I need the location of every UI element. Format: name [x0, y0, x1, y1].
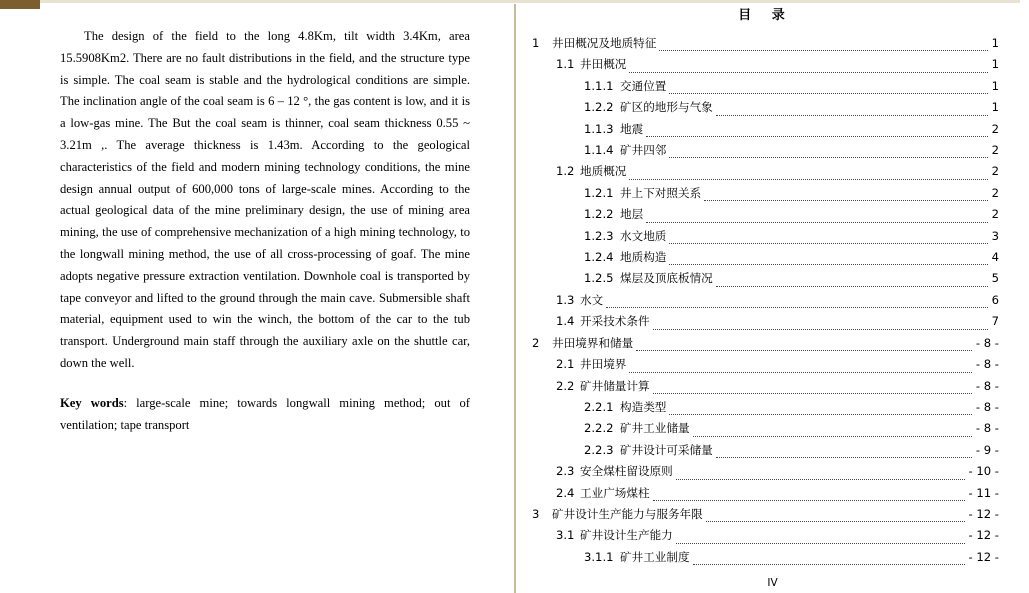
- toc-entry-label: 煤层及顶底板情况: [620, 271, 713, 286]
- toc-entry[interactable]: [532, 290, 999, 311]
- toc-entry-number: 1.2.2: [584, 100, 614, 115]
- toc-entry-number: 1.2.2: [584, 207, 614, 222]
- toc-leader-dots: [716, 456, 972, 458]
- toc-entry-label: 矿井设计可采储量: [620, 442, 713, 457]
- toc-title: 目 录: [738, 8, 793, 23]
- toc-entry[interactable]: [532, 376, 999, 397]
- toc-entry-page: - 10 -: [968, 464, 999, 479]
- toc-leader-dots: [716, 285, 988, 287]
- toc-entry-page: 7: [991, 314, 999, 329]
- toc-entry-label: 地震: [620, 121, 644, 136]
- toc-entry[interactable]: [532, 97, 999, 118]
- toc-entry-number: 1.1.4: [584, 143, 614, 158]
- keywords-text: : large-scale mine; towards longwall mining method; out of ventilation; tape transport: [60, 395, 470, 432]
- toc-entry-number: 2: [532, 335, 540, 350]
- toc-entry-number: 1.1: [556, 57, 575, 72]
- toc-entry-page: - 8 -: [975, 335, 999, 350]
- toc-entry-label: 安全煤柱留设原则: [580, 464, 673, 479]
- toc-entry-page: 6: [991, 292, 999, 307]
- toc-entry-page: 1: [991, 57, 999, 72]
- toc-leader-dots: [676, 542, 965, 544]
- toc-entry[interactable]: [532, 54, 999, 75]
- toc-entry-number: 2.2: [556, 378, 575, 393]
- toc-entry-page: 3: [991, 228, 999, 243]
- toc-leader-dots: [693, 563, 965, 565]
- toc-entry-number: 2.2.3: [584, 442, 614, 457]
- toc-entry-page: 1: [991, 100, 999, 115]
- toc-entry[interactable]: [532, 440, 999, 461]
- toc-entry-label: 矿井工业储量: [620, 421, 690, 436]
- toc-entry-page: - 12 -: [968, 528, 999, 543]
- toc-entry-number: 2.2.2: [584, 421, 614, 436]
- toc-entry-label: 矿井工业制度: [620, 549, 690, 564]
- toc-entry-label: 地层: [620, 207, 644, 222]
- toc-entry-number: 1.1.3: [584, 121, 614, 136]
- toc-entry[interactable]: [532, 525, 999, 546]
- toc-entry-page: - 8 -: [975, 421, 999, 436]
- toc-entry-label: 井田概况及地质特征: [552, 36, 657, 50]
- toc-entry-number: 3.1.1: [584, 549, 614, 564]
- toc-entry-number: 1.2.3: [584, 228, 614, 243]
- toc-entry[interactable]: [532, 247, 999, 268]
- toc-entry-label: 矿井设计生产能力与服务年限: [552, 506, 703, 521]
- toc-entry-number: 2.3: [556, 464, 575, 479]
- toc-entry-number: 1.2.5: [584, 271, 614, 286]
- toc-entry-label: 水文: [580, 292, 604, 307]
- toc-entry-number: 1.2: [556, 164, 575, 179]
- toc-entry-label: 井田境界: [580, 357, 627, 372]
- toc-entry[interactable]: [532, 204, 999, 225]
- toc-leader-dots: [716, 114, 988, 116]
- toc-entry[interactable]: [532, 183, 999, 204]
- toc-entry-number: 1: [532, 36, 540, 50]
- page-folio: IV: [767, 577, 778, 589]
- toc-entry-number: 1.3: [556, 292, 575, 307]
- toc-entry-page: - 12 -: [968, 549, 999, 564]
- toc-leader-dots: [646, 135, 987, 137]
- toc-entry-page: 1: [991, 36, 999, 50]
- toc-entry-number: 1.1.1: [584, 78, 614, 93]
- toc-leader-dots: [653, 499, 965, 501]
- toc-entry-number: 2.2.1: [584, 399, 614, 414]
- toc-entry-page: 2: [991, 121, 999, 136]
- toc-entry-label: 构造类型: [620, 399, 667, 414]
- toc-entry[interactable]: [532, 119, 999, 140]
- toc-entry[interactable]: [532, 33, 999, 54]
- toc-entry-page: 2: [991, 207, 999, 222]
- toc-leader-dots: [659, 49, 987, 51]
- toc-list: [532, 33, 999, 568]
- toc-entry-page: - 8 -: [975, 399, 999, 414]
- toc-entry-page: - 12 -: [968, 506, 999, 521]
- toc-entry[interactable]: [532, 397, 999, 418]
- toc-entry-label: 工业广场煤柱: [580, 485, 650, 500]
- toc-entry-page: 4: [991, 250, 999, 265]
- toc-entry-label: 矿井四邻: [620, 143, 667, 158]
- toc-entry-label: 井上下对照关系: [620, 185, 702, 200]
- toc-entry-label: 地质构造: [620, 250, 667, 265]
- toc-entry[interactable]: [532, 461, 999, 482]
- toc-entry-page: - 11 -: [968, 485, 999, 500]
- toc-leader-dots: [676, 478, 965, 480]
- toc-entry[interactable]: [532, 354, 999, 375]
- toc-leader-dots: [669, 263, 987, 265]
- toc-leader-dots: [704, 199, 987, 201]
- right-page-toc: [516, 0, 1029, 593]
- toc-leader-dots: [629, 371, 971, 373]
- toc-leader-dots: [653, 328, 988, 330]
- keywords-paragraph: [60, 393, 470, 437]
- toc-leader-dots: [629, 71, 987, 73]
- toc-entry[interactable]: [532, 161, 999, 182]
- toc-entry-label: 矿区的地形与气象: [620, 100, 713, 115]
- toc-leader-dots: [693, 435, 972, 437]
- toc-entry[interactable]: [532, 76, 999, 97]
- toc-entry-label: 井田境界和储量: [552, 335, 634, 350]
- toc-entry-label: 地质概况: [580, 164, 627, 179]
- toc-leader-dots: [636, 349, 972, 351]
- toc-entry[interactable]: [532, 504, 999, 525]
- toc-entry-number: 2.4: [556, 485, 575, 500]
- toc-entry-number: 1.2.4: [584, 250, 614, 265]
- toc-entry[interactable]: [532, 268, 999, 289]
- toc-entry-page: - 8 -: [975, 378, 999, 393]
- abstract-paragraph: The design of the field to the long 4.8Km, tilt width 3.4Km, area 15.5908Km2. There are no fault distributions in the field, and the structure type is simple. The coal seam is stable and the hydrological conditions are simple. The inclination angle of the coal seam is 6 – 12 °, the gas content is low, and it is a low-gas mine. The But the coal seam is thinner, coal seam thickness 0.55 ~ 3.21m ,. The average thickness is 1.43m. According to the geological characteristics of the field and modern mining technology conditions, the mine design annual output of 600,000 tons of large-scale mines. According to the actual geological data of the mine preliminary design, the use of mining area mining, the use of comprehensive mechanization of a high mining technology, to the longwall mining method, the use of all cross-processing of goaf. The mine adopts negative pressure extraction ventilation. Downhole coal is transported by tape conveyor and lifted to the ground through the main cave. Submersible shaft material, equipment used to win the winch, the bottom of the car to the tub transport. Underground main staff through the auxiliary axle on the shuttle car, down the well.: [60, 29, 470, 370]
- toc-entry-number: 3.1: [556, 528, 575, 543]
- toc-leader-dots: [706, 520, 965, 522]
- toc-leader-dots: [606, 306, 987, 308]
- toc-entry-label: 水文地质: [620, 228, 667, 243]
- toc-leader-dots: [629, 178, 987, 180]
- toc-leader-dots: [653, 392, 972, 394]
- toc-leader-dots: [669, 242, 987, 244]
- toc-entry-page: 5: [991, 271, 999, 286]
- toc-entry-page: 1: [991, 78, 999, 93]
- toc-entry-page: 2: [991, 164, 999, 179]
- toc-entry-page: - 9 -: [975, 442, 999, 457]
- toc-entry[interactable]: [532, 311, 999, 332]
- toc-entry[interactable]: [532, 333, 999, 354]
- toc-entry-page: - 8 -: [975, 357, 999, 372]
- toc-entry[interactable]: [532, 226, 999, 247]
- toc-entry-label: 矿井储量计算: [580, 378, 650, 393]
- toc-entry[interactable]: [532, 483, 999, 504]
- keywords-label: Key words: [60, 395, 124, 410]
- toc-entry-label: 井田概况: [580, 57, 627, 72]
- toc-leader-dots: [646, 221, 987, 223]
- toc-entry[interactable]: [532, 547, 999, 568]
- toc-entry-page: 2: [991, 185, 999, 200]
- toc-entry-label: 开采技术条件: [580, 314, 650, 329]
- toc-entry[interactable]: [532, 140, 999, 161]
- toc-entry-number: 1.4: [556, 314, 575, 329]
- toc-entry-label: 交通位置: [620, 78, 667, 93]
- toc-entry-number: 1.2.1: [584, 185, 614, 200]
- toc-entry-number: 3: [532, 506, 540, 521]
- toc-entry-number: 2.1: [556, 357, 575, 372]
- toc-entry-label: 矿井设计生产能力: [580, 528, 673, 543]
- toc-leader-dots: [669, 156, 987, 158]
- toc-leader-dots: [669, 413, 971, 415]
- toc-entry[interactable]: [532, 418, 999, 439]
- toc-leader-dots: [669, 92, 987, 94]
- toc-entry-page: 2: [991, 143, 999, 158]
